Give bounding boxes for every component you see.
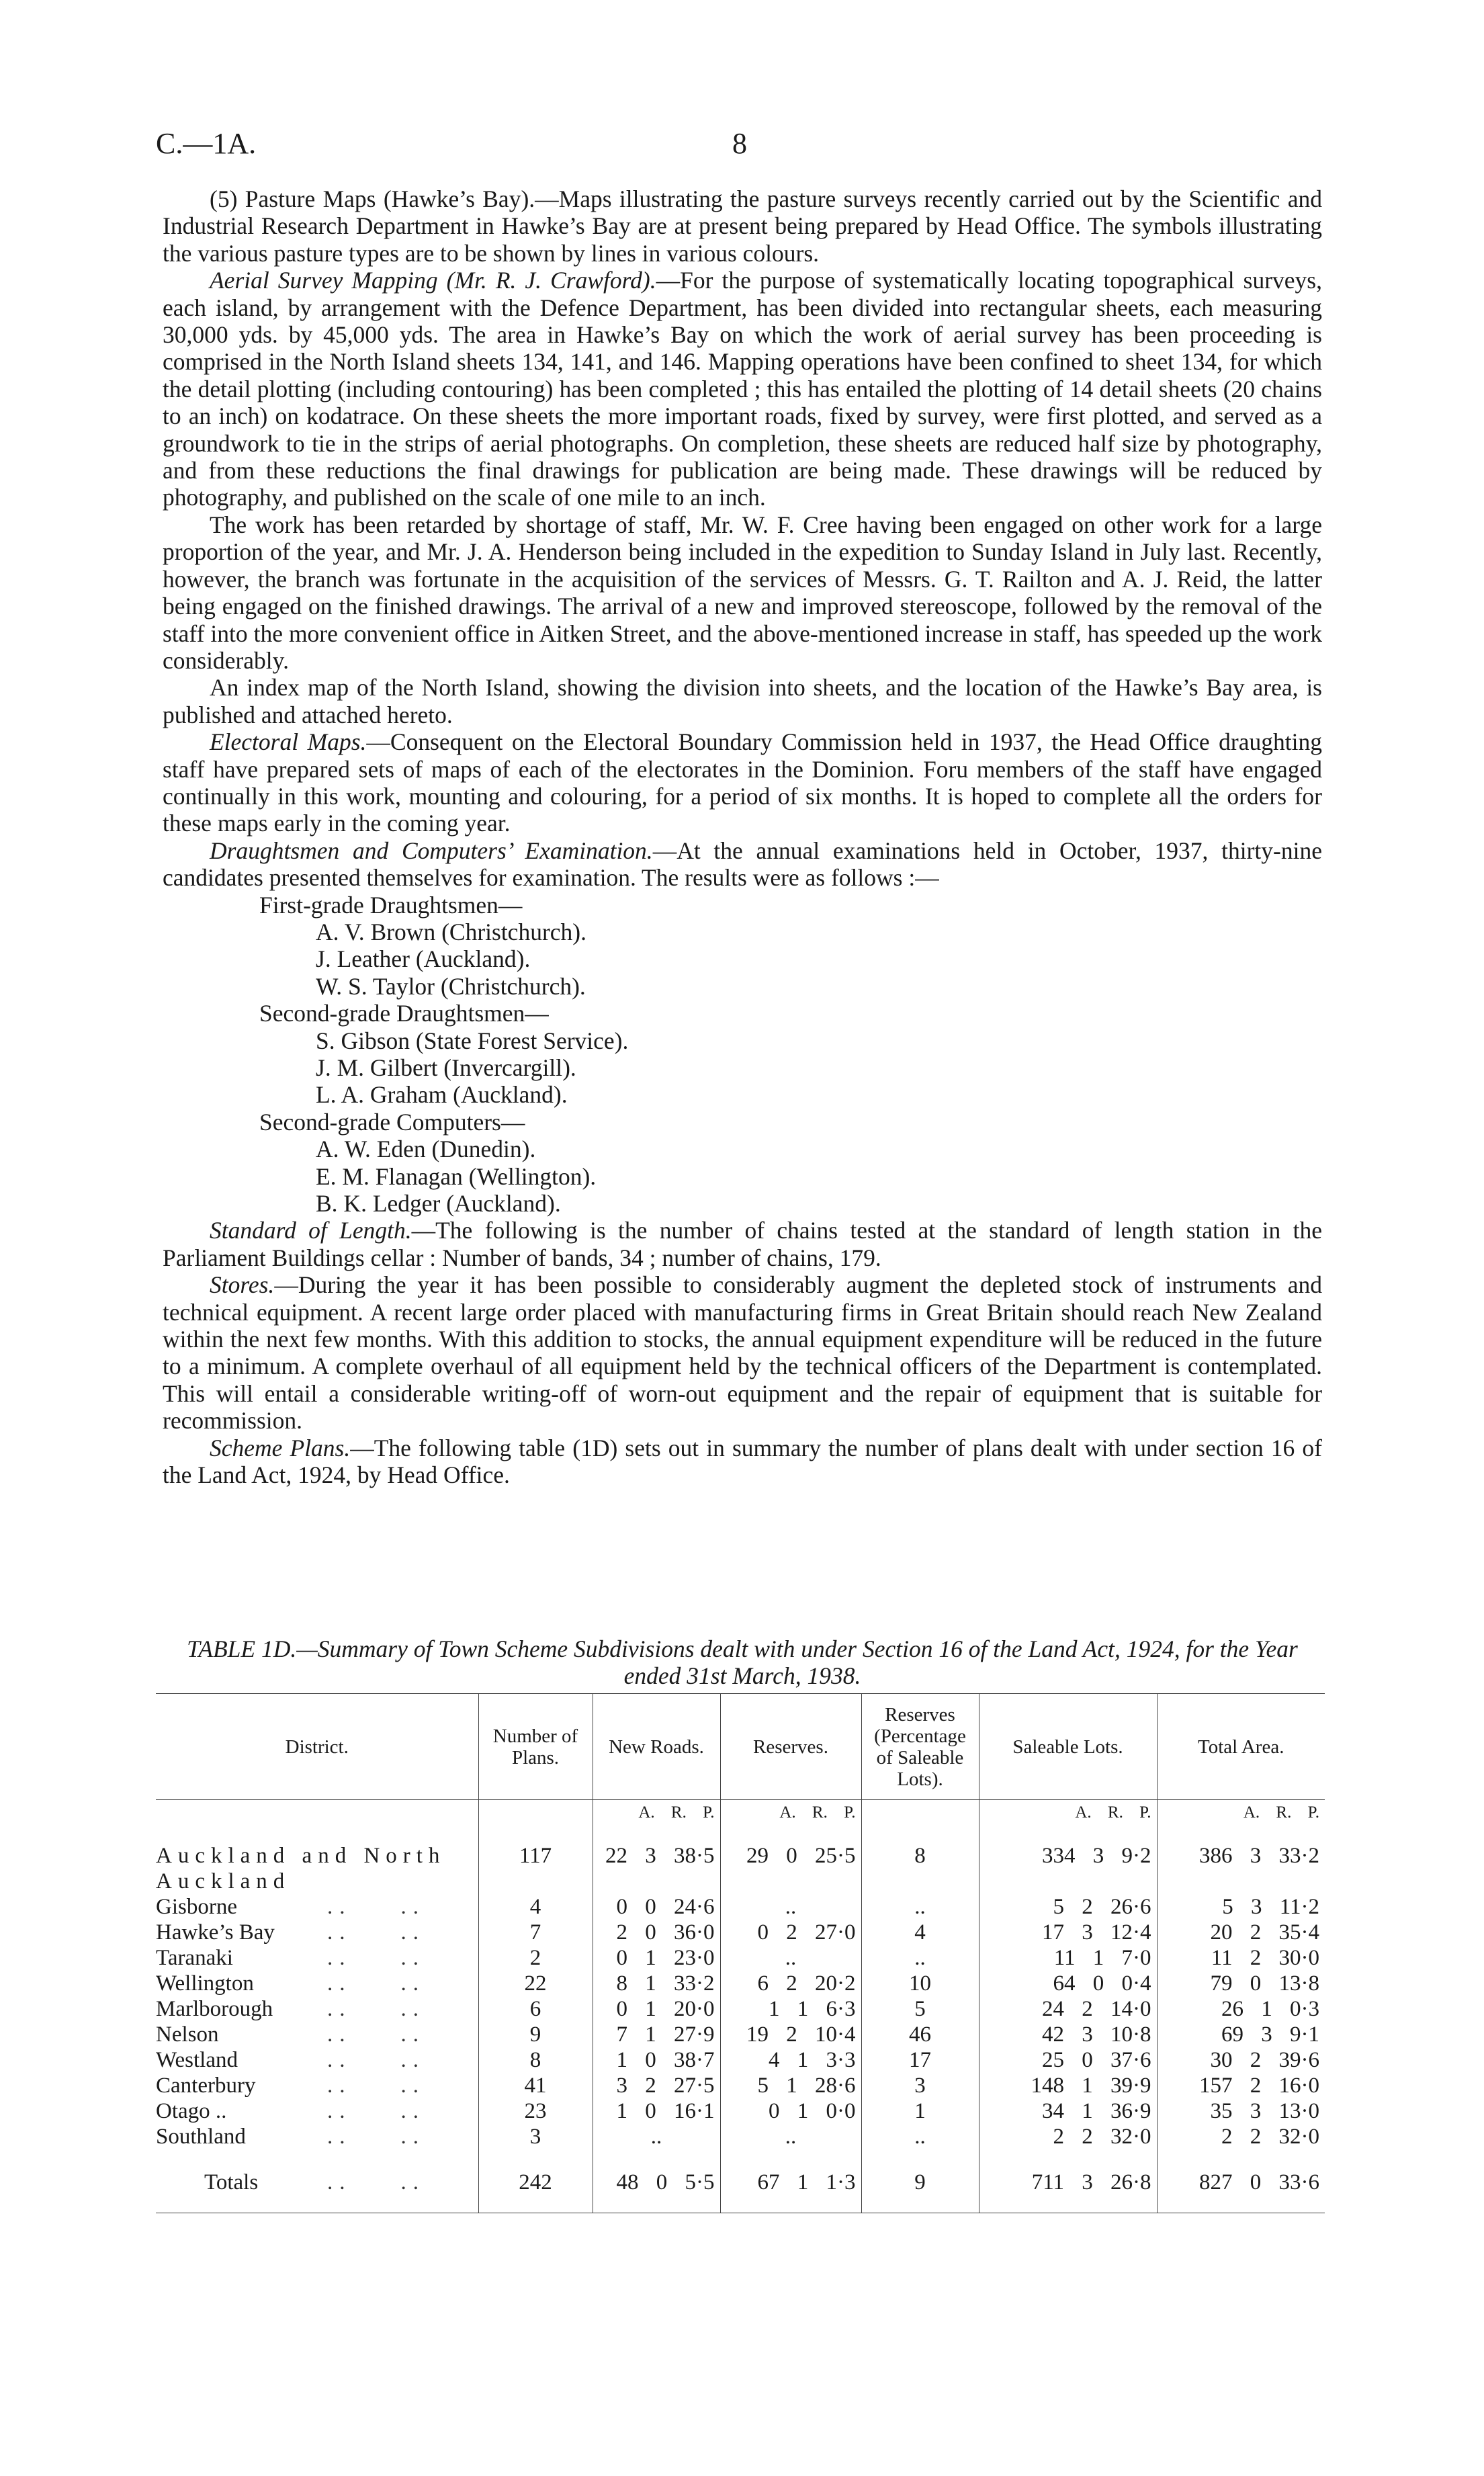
lots-cell: 34 1 36·9 bbox=[979, 2098, 1157, 2124]
lots-cell: 148 1 39·9 bbox=[979, 2073, 1157, 2098]
paragraph-heading: Standard of Length. bbox=[210, 1217, 412, 1244]
totals-row bbox=[156, 2149, 1325, 2213]
roads-cell: .. bbox=[593, 2124, 720, 2149]
table-row bbox=[156, 1843, 1325, 1894]
document-reference: C.—1A. bbox=[156, 127, 257, 160]
district-cell: Southland .. .. bbox=[156, 2125, 425, 2149]
area-cell: 26 1 0·3 bbox=[1157, 1996, 1325, 2022]
paragraph-heading: Aerial Survey Mapping (Mr. R. J. Crawford). bbox=[210, 267, 656, 294]
reserves-pct-cell: 17 bbox=[861, 2047, 979, 2073]
roads-cell: 1 0 16·1 bbox=[593, 2098, 720, 2124]
column-header: District. bbox=[156, 1694, 478, 1800]
area-cell: 157 2 16·0 bbox=[1157, 2073, 1325, 2098]
district-cell: Taranaki .. .. bbox=[156, 1946, 425, 1970]
area-cell: 386 3 33·2 bbox=[1157, 1843, 1325, 1894]
reserves-pct-cell: .. bbox=[861, 2124, 979, 2149]
plans-cell: 8 bbox=[478, 2047, 593, 2073]
table-row bbox=[156, 1996, 1325, 2022]
reserves-cell: 29 0 25·5 bbox=[720, 1843, 861, 1894]
paragraph: Aerial Survey Mapping (Mr. R. J. Crawford).—For the purpose of systematically locating topographical surveys, each island, by arrangement with the Defence Department, has been divided into rectangular sheets, each measuring 30,000 yds. by 45,000 yds. The area in Hawke’s Bay on which the work of aerial survey has been proceeding is comprised in the North Island sheets 134, 141, and 146. Mapping operations have been confined to sheet 134, for which the detail plotting (including contouring) has been completed ; this has entailed the plotting of 14 detail sheets (20 chains to an inch) on kodatrace. On these sheets the more important roads, fixed by survey, were first plotted, and served as a groundwork to tie in the strips of aerial photographs. On completion, these sheets are reduced half size by photography, and from these reductions the final drawings for publication are being made. These drawings will be reduced by photography, and published on the scale of one mile to an inch. bbox=[163, 267, 1322, 511]
district-cell: Hawke’s Bay .. .. bbox=[156, 1920, 425, 1945]
result-name: E. M. Flanagan (Wellington). bbox=[316, 1162, 597, 1190]
result-group: Second-grade Draughtsmen— bbox=[259, 1000, 549, 1027]
roads-cell: 48 0 5·5 bbox=[593, 2149, 720, 2213]
table-label: TABLE 1D. bbox=[187, 1635, 297, 1662]
roads-cell: 1 0 38·7 bbox=[593, 2047, 720, 2073]
column-header: Reserves. bbox=[720, 1694, 861, 1800]
reserves-cell: 0 1 0·0 bbox=[720, 2098, 861, 2124]
units-row bbox=[156, 1800, 1325, 1844]
column-header: Number of Plans. bbox=[478, 1694, 593, 1800]
plans-cell: 3 bbox=[478, 2124, 593, 2149]
reserves-pct-cell: 4 bbox=[861, 1920, 979, 1945]
reserves-cell: 5 1 28·6 bbox=[720, 2073, 861, 2098]
lots-cell: 334 3 9·2 bbox=[979, 1843, 1157, 1894]
plans-cell: 2 bbox=[478, 1945, 593, 1971]
area-cell: 30 2 39·6 bbox=[1157, 2047, 1325, 2073]
reserves-cell: 67 1 1·3 bbox=[720, 2149, 861, 2213]
plans-cell: 4 bbox=[478, 1894, 593, 1920]
plans-cell: 23 bbox=[478, 2098, 593, 2124]
result-name: B. K. Ledger (Auckland). bbox=[316, 1190, 561, 1218]
paragraph-heading: Stores. bbox=[210, 1271, 275, 1299]
exam-results-list bbox=[163, 892, 1322, 1218]
roads-cell: 2 0 36·0 bbox=[593, 1920, 720, 1945]
reserves-pct-cell: 9 bbox=[861, 2149, 979, 2213]
lots-cell: 2 2 32·0 bbox=[979, 2124, 1157, 2149]
lots-cell: 64 0 0·4 bbox=[979, 1971, 1157, 1996]
paragraph-heading: Electoral Maps. bbox=[210, 728, 367, 756]
table-row bbox=[156, 2124, 1325, 2149]
area-cell: 2 2 32·0 bbox=[1157, 2124, 1325, 2149]
paragraph: Draughtsmen and Computers’ Examination.—At the annual examinations held in October, 1937, thirty-nine candidates presented themselves for examination. The results were as follows :— bbox=[163, 837, 1322, 892]
district-cell: Auckland and North Auckland bbox=[156, 1844, 446, 1893]
column-header: Saleable Lots. bbox=[979, 1694, 1157, 1800]
roads-cell: 8 1 33·2 bbox=[593, 1971, 720, 1996]
district-cell: Marlborough .. .. bbox=[156, 1997, 425, 2021]
paragraph-heading: Scheme Plans. bbox=[210, 1434, 351, 1461]
reserves-pct-cell: 5 bbox=[861, 1996, 979, 2022]
result-name: A. W. Eden (Dunedin). bbox=[316, 1136, 536, 1163]
totals-label-cell: Totals .. .. bbox=[156, 2149, 478, 2213]
district-cell: Westland .. .. bbox=[156, 2048, 425, 2072]
reserves-cell: .. bbox=[720, 1945, 861, 1971]
plans-cell: 22 bbox=[478, 1971, 593, 1996]
paragraph: An index map of the North Island, showing the division into sheets, and the location of the Hawke’s Bay area, is published and attached hereto. bbox=[163, 674, 1322, 728]
units-label: A. R. P. bbox=[1157, 1800, 1325, 1844]
district-cell: Nelson .. .. bbox=[156, 2022, 425, 2047]
district-cell: Otago .. .. .. bbox=[156, 2099, 425, 2123]
result-name: S. Gibson (State Forest Service). bbox=[316, 1027, 629, 1054]
reserves-cell: 1 1 6·3 bbox=[720, 1996, 861, 2022]
roads-cell: 22 3 38·5 bbox=[593, 1843, 720, 1894]
roads-cell: 0 0 24·6 bbox=[593, 1894, 720, 1920]
reserves-pct-cell: 1 bbox=[861, 2098, 979, 2124]
table-header-row bbox=[156, 1694, 1325, 1800]
paragraph: The work has been retarded by shortage of staff, Mr. W. F. Cree having been engaged on other work for a large proportion of the year, and Mr. J. A. Henderson being included in the expedition to Sunday Island in July last. Recently, however, the branch was fortunate in the acquisition of the services of Messrs. G. T. Railton and A. J. Reid, the latter being engaged on the finished drawings. The arrival of a new and improved stereoscope, followed by the removal of the staff into the more convenient office in Aitken Street, and the above-mentioned increase in staff, has speeded up the work considerably. bbox=[163, 511, 1322, 674]
roads-cell: 0 1 23·0 bbox=[593, 1945, 720, 1971]
plans-cell: 7 bbox=[478, 1920, 593, 1945]
lots-cell: 17 3 12·4 bbox=[979, 1920, 1157, 1945]
area-cell: 827 0 33·6 bbox=[1157, 2149, 1325, 2213]
result-name: J. Leather (Auckland). bbox=[316, 945, 531, 973]
plans-cell: 41 bbox=[478, 2073, 593, 2098]
paragraph: Stores.—During the year it has been possible to considerably augment the depleted stock of instruments and technical equipment. A recent large order placed with manufacturing firms in Great Britain should reach New Zealand within the next few months. With this addition to stocks, the annual equipment expenditure will be reduced in the future to a minimum. A complete overhaul of all equipment held by the technical officers of the Department is contemplated. This will entail a considerable writing-off of worn-out equipment and the repair of equipment that is suitable for recommission. bbox=[163, 1271, 1322, 1435]
table-row bbox=[156, 1945, 1325, 1971]
lots-cell: 24 2 14·0 bbox=[979, 1996, 1157, 2022]
table-row bbox=[156, 1971, 1325, 1996]
reserves-pct-cell: 10 bbox=[861, 1971, 979, 1996]
plans-cell: 242 bbox=[478, 2149, 593, 2213]
area-cell: 69 3 9·1 bbox=[1157, 2022, 1325, 2047]
district-cell: Wellington .. .. bbox=[156, 1971, 425, 1996]
reserves-cell: .. bbox=[720, 1894, 861, 1920]
paragraph: Scheme Plans.—The following table (1D) sets out in summary the number of plans dealt with under section 16 of the Land Act, 1924, by Head Office. bbox=[163, 1434, 1322, 1489]
district-cell: Canterbury .. .. bbox=[156, 2074, 425, 2098]
area-cell: 5 3 11·2 bbox=[1157, 1894, 1325, 1920]
lots-cell: 711 3 26·8 bbox=[979, 2149, 1157, 2213]
table-row bbox=[156, 1920, 1325, 1945]
area-cell: 35 3 13·0 bbox=[1157, 2098, 1325, 2124]
lots-cell: 5 2 26·6 bbox=[979, 1894, 1157, 1920]
table-row bbox=[156, 1894, 1325, 1920]
result-name: W. S. Taylor (Christchurch). bbox=[316, 972, 586, 1000]
plans-cell: 6 bbox=[478, 1996, 593, 2022]
table-title: TABLE 1D.—Summary of Town Scheme Subdivisions dealt with under Section 16 of the Land Act, 1924, for the Year ended 31st March, 1938. bbox=[187, 1635, 1298, 1690]
units-label: A. R. P. bbox=[720, 1800, 861, 1844]
paragraph: Electoral Maps.—Consequent on the Electoral Boundary Commission held in 1937, the Head Office draughting staff have prepared sets of maps of each of the electorates in the Dominion. Foru members of the staff have engaged continually in this work, mounting and colouring, for a period of six months. It is hoped to complete all the orders for these maps early in the coming year. bbox=[163, 728, 1322, 837]
page-number: 8 bbox=[732, 127, 747, 160]
column-header: New Roads. bbox=[593, 1694, 720, 1800]
paragraph-heading: Draughtsmen and Computers’ Examination. bbox=[210, 837, 653, 864]
reserves-pct-cell: 3 bbox=[861, 2073, 979, 2098]
units-label: A. R. P. bbox=[593, 1800, 720, 1844]
column-header: Total Area. bbox=[1157, 1694, 1325, 1800]
body-text bbox=[163, 185, 1322, 1489]
area-cell: 79 0 13·8 bbox=[1157, 1971, 1325, 1996]
roads-cell: 7 1 27·9 bbox=[593, 2022, 720, 2047]
reserves-pct-cell: 8 bbox=[861, 1843, 979, 1894]
result-group: Second-grade Computers— bbox=[259, 1108, 525, 1136]
result-name: J. M. Gilbert (Invercargill). bbox=[316, 1054, 576, 1081]
plans-cell: 117 bbox=[478, 1843, 593, 1894]
reserves-cell: 0 2 27·0 bbox=[720, 1920, 861, 1945]
district-cell: Gisborne .. .. bbox=[156, 1895, 425, 1919]
table-row bbox=[156, 2047, 1325, 2073]
scheme-plans-table bbox=[156, 1693, 1325, 2213]
table-row bbox=[156, 2073, 1325, 2098]
reserves-pct-cell: .. bbox=[861, 1945, 979, 1971]
reserves-pct-cell: .. bbox=[861, 1894, 979, 1920]
result-group: First-grade Draughtsmen— bbox=[259, 891, 523, 919]
reserves-pct-cell: 46 bbox=[861, 2022, 979, 2047]
units-label: A. R. P. bbox=[979, 1800, 1157, 1844]
area-cell: 11 2 30·0 bbox=[1157, 1945, 1325, 1971]
roads-cell: 3 2 27·5 bbox=[593, 2073, 720, 2098]
result-name: L. A. Graham (Auckland). bbox=[316, 1081, 568, 1109]
table-row bbox=[156, 2098, 1325, 2124]
reserves-cell: 19 2 10·4 bbox=[720, 2022, 861, 2047]
reserves-cell: .. bbox=[720, 2124, 861, 2149]
lots-cell: 11 1 7·0 bbox=[979, 1945, 1157, 1971]
area-cell: 20 2 35·4 bbox=[1157, 1920, 1325, 1945]
paragraph: Standard of Length.—The following is the number of chains tested at the standard of length station in the Parliament Buildings cellar : Number of bands, 34 ; number of chains, 179. bbox=[163, 1217, 1323, 1271]
roads-cell: 0 1 20·0 bbox=[593, 1996, 720, 2022]
result-name: A. V. Brown (Christchurch). bbox=[316, 918, 586, 945]
reserves-cell: 6 2 20·2 bbox=[720, 1971, 861, 1996]
plans-cell: 9 bbox=[478, 2022, 593, 2047]
lots-cell: 25 0 37·6 bbox=[979, 2047, 1157, 2073]
paragraph: (5) Pasture Maps (Hawke’s Bay).—Maps illustrating the pasture surveys recently carried out by the Scientific and Industrial Research Department in Hawke’s Bay are at present being prepared by Head Office. The symbols illustrating the various pasture types are to be shown by lines in various colours. bbox=[163, 185, 1322, 267]
table-row bbox=[156, 2022, 1325, 2047]
column-header: Reserves (Percentage of Saleable Lots). bbox=[861, 1694, 979, 1800]
lots-cell: 42 3 10·8 bbox=[979, 2022, 1157, 2047]
reserves-cell: 4 1 3·3 bbox=[720, 2047, 861, 2073]
